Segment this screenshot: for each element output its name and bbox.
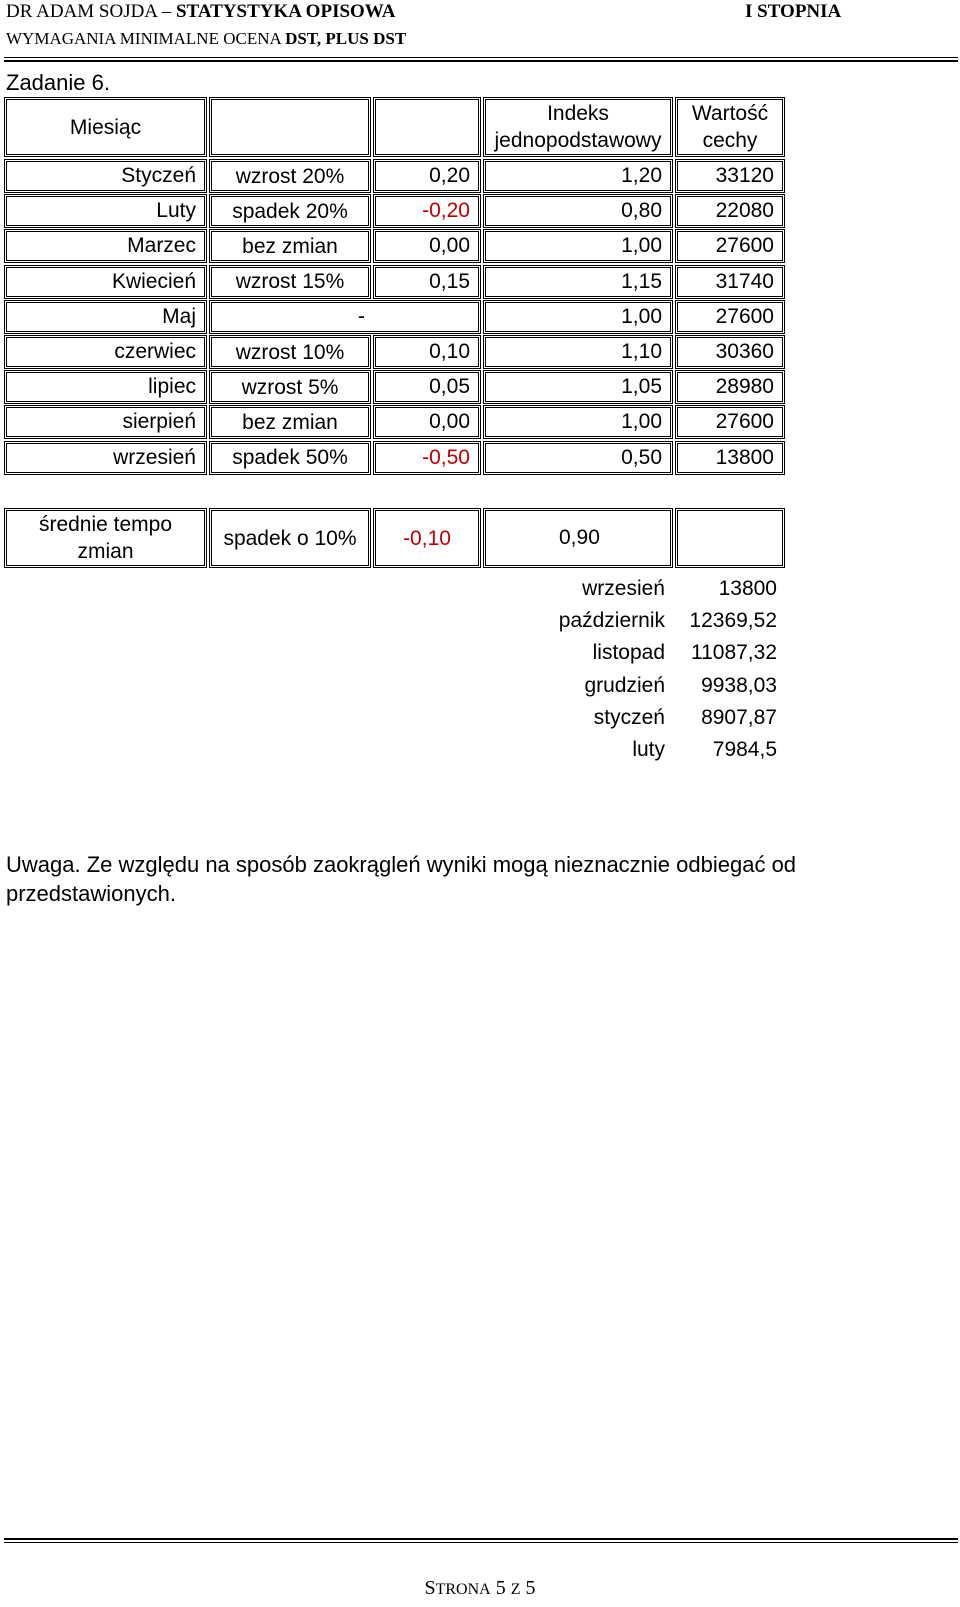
forecast-month: luty bbox=[632, 738, 665, 761]
forecast-value: 8907,87 bbox=[701, 705, 777, 729]
cell-rate: -0,50 bbox=[373, 441, 481, 475]
page-footer bbox=[0, 1576, 960, 1602]
forecast-month: listopad bbox=[592, 641, 665, 665]
cell-month: czerwiec bbox=[4, 335, 207, 369]
header-title bbox=[6, 0, 395, 24]
task-title: Zadanie 6. bbox=[6, 70, 110, 95]
header-empty-1 bbox=[209, 97, 371, 157]
average-rate: -0,10 bbox=[373, 508, 481, 568]
average-index: 0,90 bbox=[483, 508, 673, 568]
header-req-normal: WYMAGANIA MINIMALNE OCENA bbox=[6, 29, 281, 48]
forecast-value: 7984,5 bbox=[712, 738, 777, 761]
cell-index: 1,00 bbox=[483, 405, 673, 439]
header-dash: – bbox=[161, 1, 172, 22]
cell-index: 1,10 bbox=[483, 335, 673, 369]
cell-change: - bbox=[209, 300, 481, 334]
average-empty bbox=[675, 508, 785, 568]
cell-change: bez zmian bbox=[209, 229, 371, 263]
cell-rate: 0,10 bbox=[373, 335, 481, 369]
cell-change: bez zmian bbox=[209, 405, 371, 439]
cell-month: sierpień bbox=[4, 405, 207, 439]
cell-change: wzrost 10% bbox=[209, 335, 371, 369]
cell-index: 1,05 bbox=[483, 370, 673, 404]
forecast-month: grudzień bbox=[584, 673, 665, 697]
footer-divider bbox=[4, 1538, 958, 1543]
cell-value: 33120 bbox=[675, 159, 785, 193]
header-author: DR ADAM SOJDA bbox=[6, 1, 157, 22]
cell-rate: 0,20 bbox=[373, 159, 481, 193]
forecast-value: 12369,52 bbox=[689, 609, 777, 633]
header-value: Wartość cechy bbox=[675, 97, 785, 157]
cell-index: 0,80 bbox=[483, 194, 673, 228]
header-req-bold: DST, PLUS DST bbox=[285, 29, 407, 48]
cell-index: 0,50 bbox=[483, 441, 673, 475]
cell-change: spadek 20% bbox=[209, 194, 371, 228]
cell-index: 1,20 bbox=[483, 159, 673, 193]
cell-value: 13800 bbox=[675, 441, 785, 475]
cell-month: Styczeń bbox=[4, 159, 207, 193]
footer-total: 5 bbox=[525, 1577, 536, 1599]
cell-change: wzrost 20% bbox=[209, 159, 371, 193]
cell-month: Luty bbox=[4, 194, 207, 228]
forecast-month: wrzesień bbox=[582, 577, 665, 600]
cell-month: Kwiecień bbox=[4, 265, 207, 299]
cell-month: Maj bbox=[4, 300, 207, 334]
cell-month: wrzesień bbox=[4, 441, 207, 475]
cell-value: 28980 bbox=[675, 370, 785, 404]
cell-value: 31740 bbox=[675, 265, 785, 299]
forecast-month: styczeń bbox=[593, 705, 665, 729]
cell-value: 27600 bbox=[675, 405, 785, 439]
footer-page: 5 bbox=[495, 1577, 506, 1599]
cell-value: 30360 bbox=[675, 335, 785, 369]
cell-month: Marzec bbox=[4, 229, 207, 263]
header-level: I STOPNIA bbox=[745, 1, 842, 22]
header-empty-2 bbox=[373, 97, 481, 157]
cell-value: 27600 bbox=[675, 229, 785, 263]
cell-rate: 0,00 bbox=[373, 405, 481, 439]
header-index: Indeks jednopodstawowy bbox=[483, 97, 673, 157]
cell-index: 1,00 bbox=[483, 300, 673, 334]
cell-index: 1,00 bbox=[483, 229, 673, 263]
cell-change: wzrost 5% bbox=[209, 370, 371, 404]
cell-month: lipiec bbox=[4, 370, 207, 404]
forecast-month: październik bbox=[558, 609, 665, 633]
header-course: STATYSTYKA OPISOWA bbox=[175, 1, 396, 22]
forecast-value: 13800 bbox=[718, 577, 777, 600]
footer-z: Z bbox=[510, 1581, 521, 1598]
header-requirements bbox=[6, 28, 406, 50]
cell-rate: -0,20 bbox=[373, 194, 481, 228]
cell-rate: 0,05 bbox=[373, 370, 481, 404]
footer-strona: STRONA bbox=[424, 1577, 491, 1599]
cell-value: 22080 bbox=[675, 194, 785, 228]
cell-rate: 0,15 bbox=[373, 265, 481, 299]
cell-value: 27600 bbox=[675, 300, 785, 334]
cell-change: wzrost 15% bbox=[209, 265, 371, 299]
cell-rate: 0,00 bbox=[373, 229, 481, 263]
average-label: średnie tempo zmian bbox=[4, 508, 207, 568]
forecast-value: 11087,32 bbox=[690, 641, 777, 665]
forecast-value: 9938,03 bbox=[701, 673, 777, 697]
note-text: Uwaga. Ze względu na sposób zaokrągleń wyniki mogą nieznacznie odbiegać od przedstawionych. bbox=[6, 852, 797, 906]
average-change: spadek o 10% bbox=[209, 508, 371, 568]
header-month: Miesiąc bbox=[4, 97, 207, 157]
header-divider bbox=[4, 57, 958, 62]
cell-index: 1,15 bbox=[483, 265, 673, 299]
cell-change: spadek 50% bbox=[209, 441, 371, 475]
